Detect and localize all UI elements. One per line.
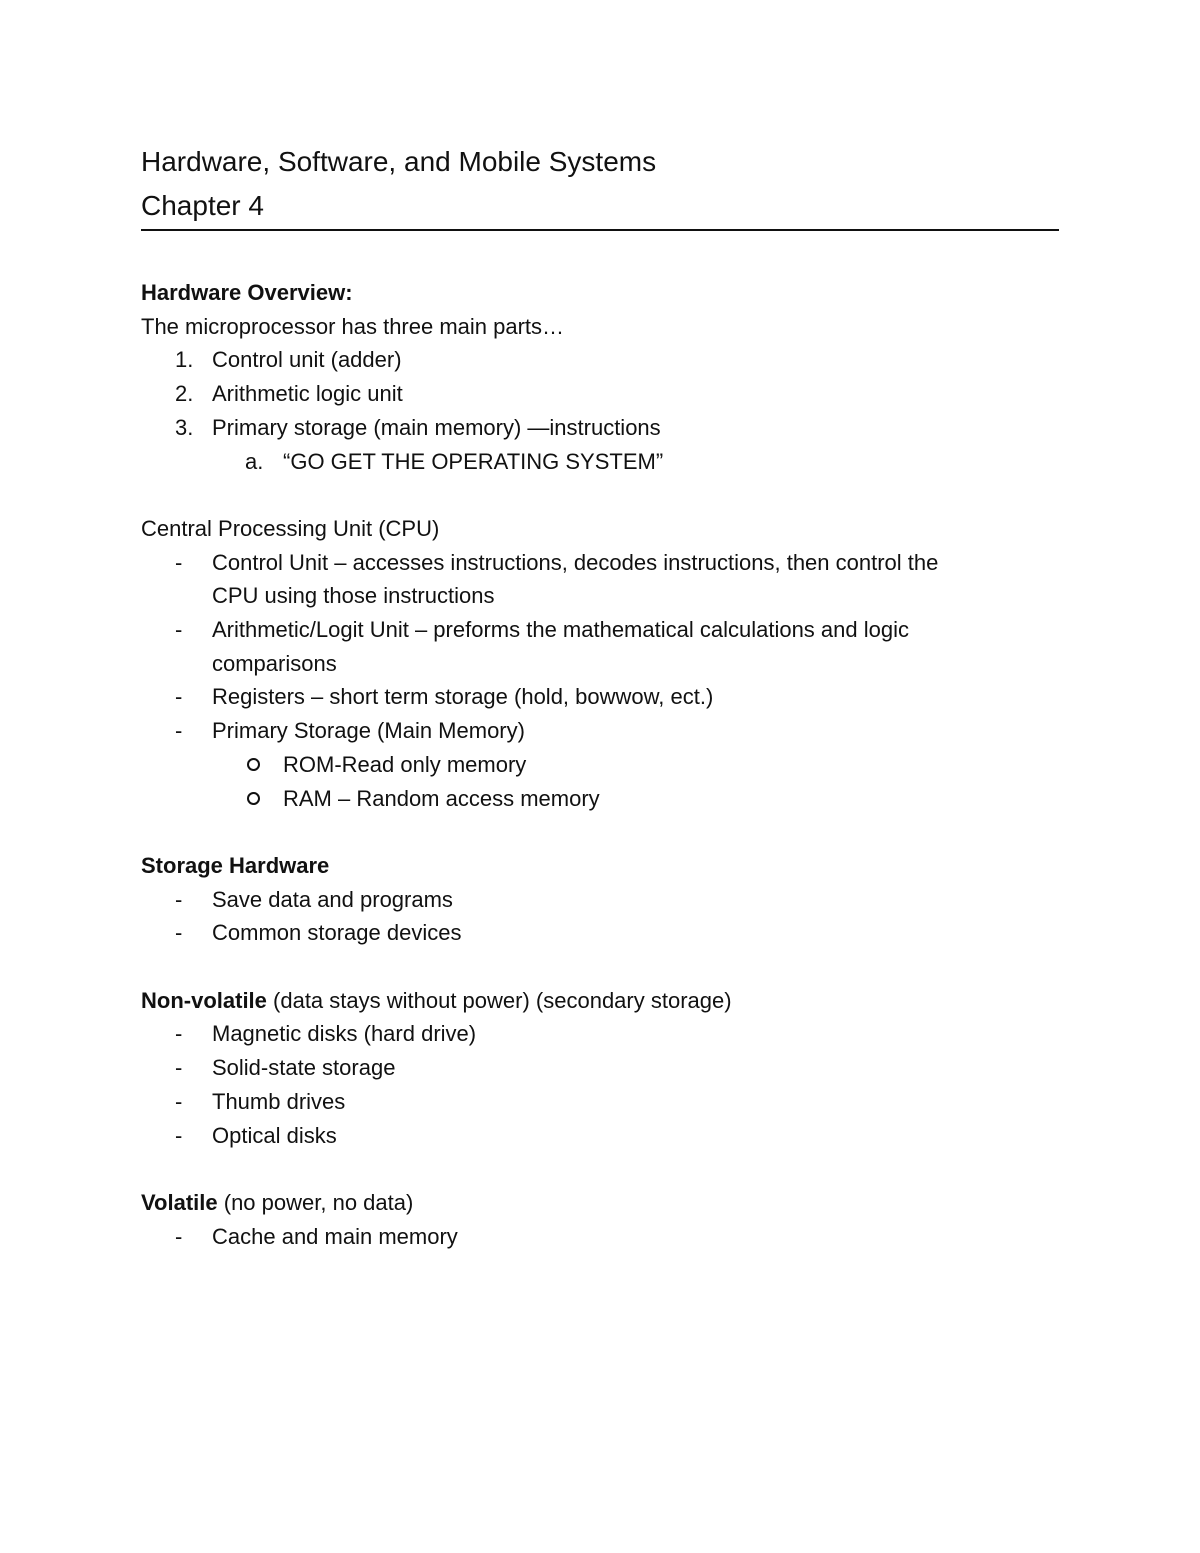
cpu-heading: Central Processing Unit (CPU) (141, 515, 440, 541)
bullet-item (141, 546, 1059, 580)
dash-bullet: - (175, 718, 183, 744)
title-line-2: Chapter 4 (141, 190, 264, 221)
list-number: 2. (175, 381, 194, 407)
bullet-item (141, 613, 1059, 647)
title-underline-rule (141, 229, 1059, 231)
heading-bold-term: Volatile (141, 1189, 218, 1215)
dash-bullet: - (175, 920, 183, 946)
sub-bullet-item (141, 782, 1059, 816)
sub-bullet-item (141, 748, 1059, 782)
dash-bullet: - (175, 617, 183, 643)
dash-bullet: - (175, 684, 183, 710)
heading-description: (no power, no data) (217, 1189, 414, 1215)
list-item-text: Primary storage (main memory) —instructions (212, 414, 661, 440)
bullet-text: comparisons (212, 650, 337, 676)
list-item-text: “GO GET THE OPERATING SYSTEM” (283, 448, 664, 474)
bullet-item (141, 680, 1059, 714)
dash-bullet: - (175, 1122, 183, 1148)
bullet-item (141, 1017, 1059, 1051)
numbered-item (141, 343, 1059, 377)
heading-bold-term: Non-volatile (141, 987, 267, 1013)
section-spacer (141, 950, 1059, 984)
bullet-text: Registers – short term storage (hold, bowwow, ect.) (212, 684, 714, 710)
bullet-item (141, 714, 1059, 748)
bullet-item (141, 1051, 1059, 1085)
bullet-text: Control Unit – accesses instructions, decodes instructions, then control the (212, 549, 939, 575)
bullet-text: Primary Storage (Main Memory) (212, 718, 525, 744)
heading-description: (data stays without power) (secondary storage) (266, 987, 732, 1013)
document-title (141, 140, 1059, 228)
bullet-item (141, 1085, 1059, 1119)
list-item-text: Control unit (adder) (212, 347, 402, 373)
circle-bullet-icon (247, 758, 260, 771)
list-number: 3. (175, 414, 194, 440)
section-spacer (141, 815, 1059, 849)
bullet-text: Common storage devices (212, 920, 462, 946)
bullet-text: Magnetic disks (hard drive) (212, 1021, 477, 1047)
bullet-text: Solid-state storage (212, 1055, 396, 1081)
numbered-item (141, 411, 1059, 445)
bullet-item (141, 883, 1059, 917)
circle-bullet-icon (247, 792, 260, 805)
bullet-item (141, 916, 1059, 950)
section-spacer (141, 1152, 1059, 1186)
bullet-text: Save data and programs (212, 886, 453, 912)
dash-bullet: - (175, 549, 183, 575)
bullet-text: Cache and main memory (212, 1223, 458, 1249)
document-body (141, 276, 1059, 1253)
volatile-heading (141, 1186, 1059, 1220)
bullet-continuation (141, 579, 1059, 613)
list-item-text: Arithmetic logic unit (212, 381, 403, 407)
title-line-1: Hardware, Software, and Mobile Systems (141, 146, 657, 177)
bullet-text: Thumb drives (212, 1088, 346, 1114)
list-number: 1. (175, 347, 194, 373)
bullet-text: CPU using those instructions (212, 583, 495, 609)
bullet-text: Optical disks (212, 1122, 337, 1148)
hardware-overview-heading: Hardware Overview: (141, 280, 353, 305)
sub-bullet-text: ROM-Read only memory (283, 751, 527, 777)
hardware-overview-intro: The microprocessor has three main parts… (141, 313, 565, 339)
bullet-text: Arithmetic/Logit Unit – preforms the mathematical calculations and logic (212, 617, 909, 643)
list-letter: a. (245, 448, 264, 474)
numbered-item (141, 377, 1059, 411)
bullet-continuation (141, 647, 1059, 681)
non-volatile-heading (141, 984, 1059, 1018)
dash-bullet: - (175, 1055, 183, 1081)
dash-bullet: - (175, 1021, 183, 1047)
sub-bullet-text: RAM – Random access memory (283, 785, 600, 811)
dash-bullet: - (175, 886, 183, 912)
section-spacer (141, 478, 1059, 512)
bullet-item (141, 1220, 1059, 1254)
dash-bullet: - (175, 1088, 183, 1114)
lettered-subitem (141, 445, 1059, 479)
dash-bullet: - (175, 1223, 183, 1249)
bullet-item (141, 1119, 1059, 1153)
storage-hardware-heading: Storage Hardware (141, 852, 330, 878)
